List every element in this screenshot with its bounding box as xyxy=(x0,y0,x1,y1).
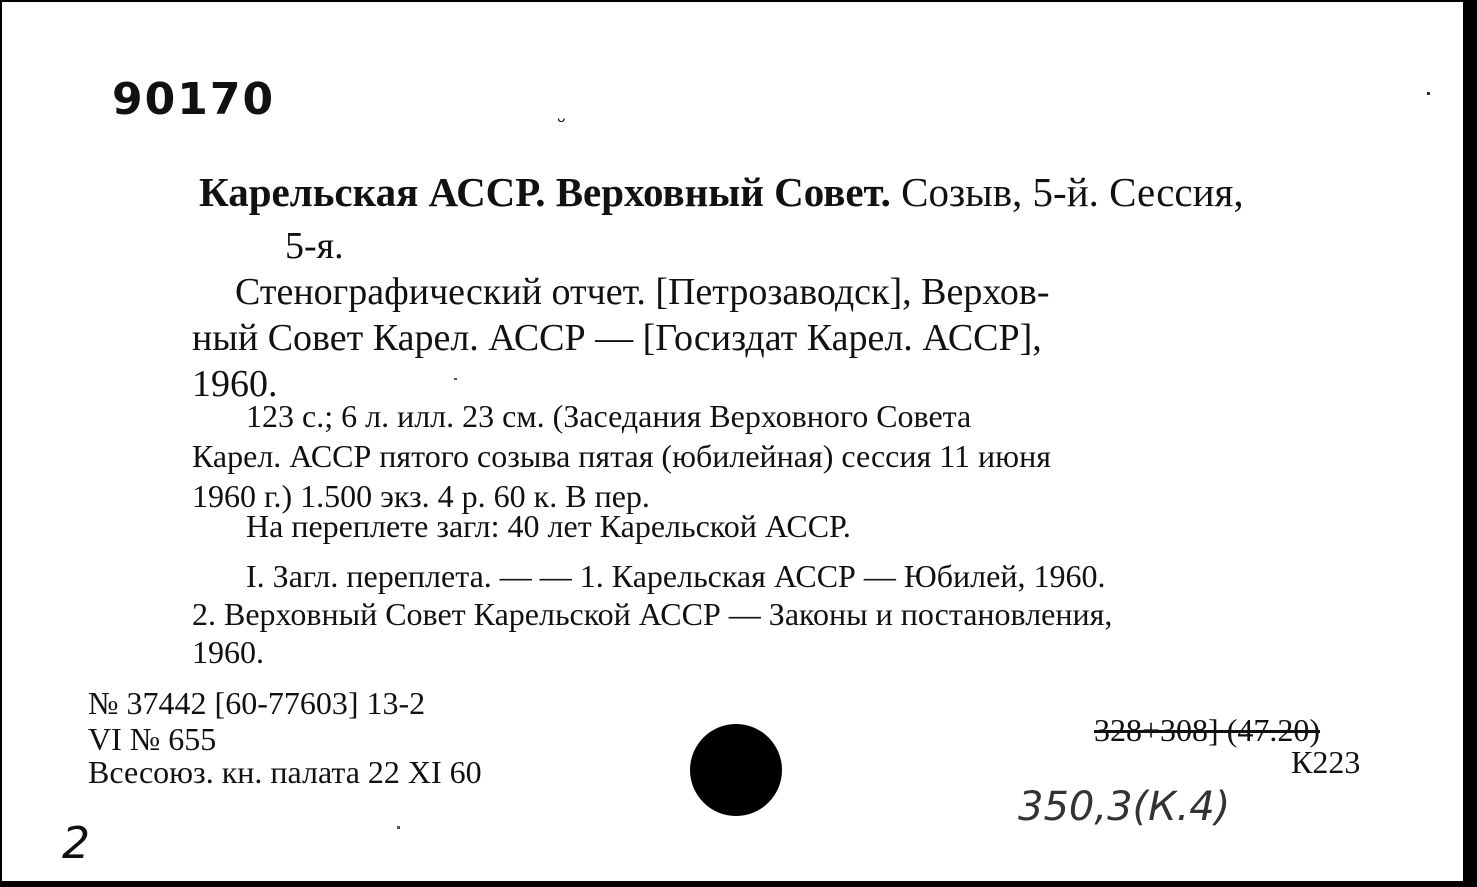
speck xyxy=(1427,92,1430,95)
title-line-3: 1960. xyxy=(192,363,278,405)
subjects-line-2: 2. Верховный Совет Карельской АССР — Законы и постановления, xyxy=(192,596,1113,632)
title-line-2: ный Совет Карел. АССР — [Госиздат Карел. АССР], xyxy=(192,317,1042,359)
description-line-2: Карел. АССР пятого созыва пятая (юбилейная) сессия 11 июня xyxy=(192,438,1051,474)
title-line-1: Стенографический отчет. [Петрозаводск], Верхов- xyxy=(235,271,1050,313)
catalog-card xyxy=(2,2,1469,885)
speck xyxy=(454,378,457,380)
heading-continuation-line2: 5-я. xyxy=(285,225,344,267)
accession-number: 90170 xyxy=(112,74,276,125)
footer-left-line-1: № 37442 [60-77603] 13-2 xyxy=(88,685,426,721)
speck xyxy=(397,826,400,829)
struck-classification-code: 328+308] (47.20) xyxy=(1094,712,1321,748)
punch-hole xyxy=(690,724,782,816)
subjects-line-1: I. Загл. переплета. — — 1. Карельская АССР — Юбилей, 1960. xyxy=(246,558,1106,594)
description-line-1: 123 с.; 6 л. илл. 23 см. (Заседания Верховного Совета xyxy=(246,398,972,434)
footer-left-line-3: Всесоюз. кн. палата 22 XI 60 xyxy=(88,754,482,790)
subjects-line-3: 1960. xyxy=(192,634,264,670)
heading-author: Карельская АССР. Верховный Совет. xyxy=(199,169,891,215)
handwritten-corner-mark: 2 xyxy=(62,818,90,869)
handwritten-classification: 350,3(К.4) xyxy=(1018,784,1231,830)
heading xyxy=(199,168,1244,216)
cover-note: На переплете загл: 40 лет Карельской АССР. xyxy=(246,508,851,544)
classification-code: К223 xyxy=(1291,744,1361,780)
heading-continuation: Созыв, 5-й. Сессия, xyxy=(890,169,1244,215)
description-line-3: 1960 г.) 1.500 экз. 4 р. 60 к. В пер. xyxy=(192,478,650,514)
footer-left-line-2: VI № 655 xyxy=(88,721,217,757)
pencil-tick-mark: ᵕ xyxy=(557,110,567,135)
